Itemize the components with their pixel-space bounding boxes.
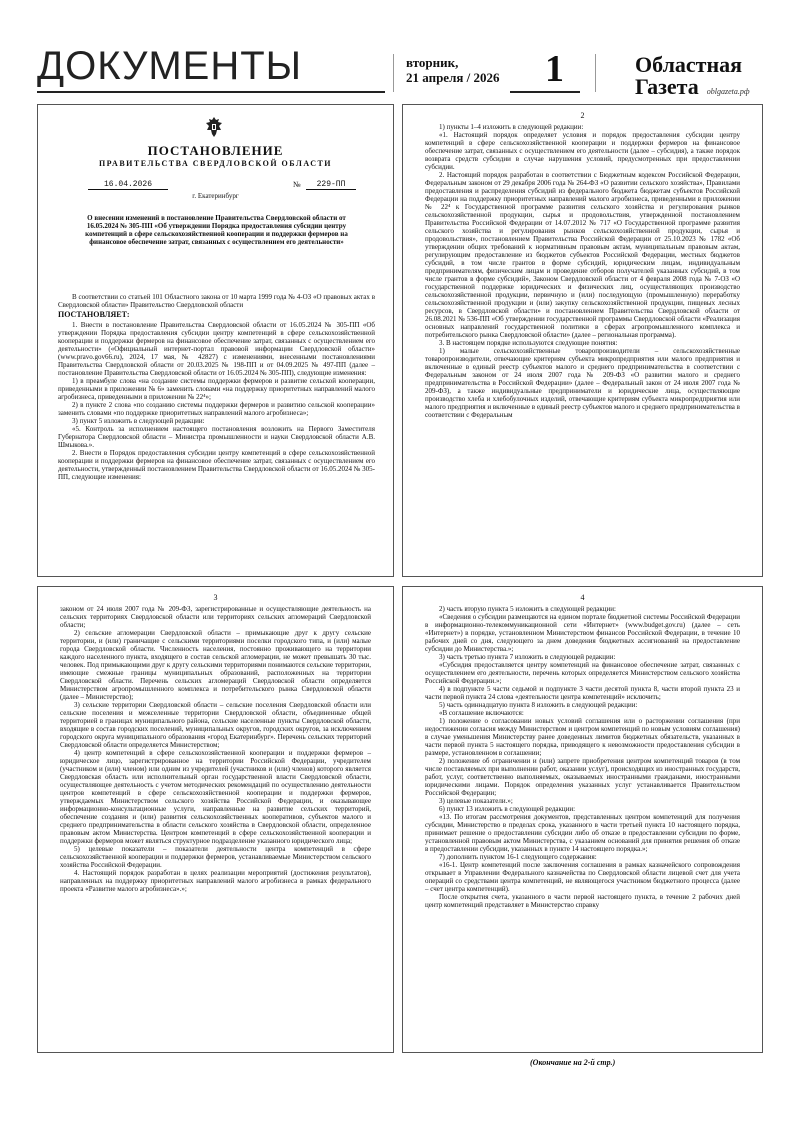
paragraph: 5) целевые показатели – показатели деятельности центра компетенций в сфере сельскохозяйственной кооперации и поддержки фермеров, устанавливаемые Министерством сельского хозяйства Российской Федерации. [60, 845, 371, 869]
document-type: ПОСТАНОВЛЕНИЕ [147, 143, 284, 158]
paragraph: «Субсидия предоставляется центру компетенций на финансовое обеспечение затрат, связанных с осуществлением его деятельности, перечень которых определяется Министерством сельского хозяйства Российской Федерации.»; [425, 661, 740, 685]
document-page-3 [37, 586, 394, 1053]
issue-date-text: 21 апреля / 2026 [406, 70, 500, 85]
document-page-4 [402, 586, 763, 1053]
document-page-2 [402, 104, 763, 577]
paragraph: «13. По итогам рассмотрения документов, представленных центром компетенций для получения субсидии, Министерство в пределах срока, указанного в части третьей пункта 10 настоящего порядка, принимает решение о предоставлении субсидии либо об отказе в предоставлении субсидии по форме, установленной правовым актом Министерства, с указанием оснований для принятия решения об отказе в предоставлении субсидии, указанных в пункте 14 настоящего порядка.»; [425, 813, 740, 853]
paragraph: После открытия счета, указанного в части первой настоящего пункта, в течение 2 рабочих дней центр компетенций представляет в Министерство справку [425, 893, 740, 909]
paragraph: 1) положение о согласовании новых условий соглашения или о расторжении соглашения (при недостижении согласия между Министерством и центром компетенций по новым условиям соглашения) в случае уменьшения Министерству ранее доведенных лимитов бюджетных обязательств, указанных в части первой пункта 5 настоящего порядка, приводящего к невозможности предоставления субсидии в размере, установленном в соглашении; [425, 717, 740, 757]
issue-weekday: вторник, [406, 55, 459, 70]
masthead-rule [37, 91, 385, 93]
paragraph: 3) сельские территории Свердловской области – сельские поселения Свердловской области или сельские поселения и межселенные территории Свердловской области, объединенные общей территорией в границах муниципального района, сельские населенные пункты Свердловской области, входящие в состав городских поселений, муниципальных округов, городских округов, за исключением городского округа муниципального образования «город Екатеринбург». Перечень сельских территорий Свердловской области определяется Министерством; [60, 701, 371, 749]
document-body [58, 293, 375, 481]
masthead-divider-2 [595, 54, 596, 92]
page-number: 2 [580, 111, 585, 120]
paragraph: 6) пункт 13 изложить в следующей редакции: [439, 805, 576, 813]
document-number: 229-ПП [306, 180, 356, 190]
issuing-authority: ПРАВИТЕЛЬСТВА СВЕРДЛОВСКОЙ ОБЛАСТИ [98, 159, 333, 168]
masthead-divider [393, 54, 394, 92]
document-number-label: № [293, 180, 301, 189]
page-number: 3 [213, 593, 218, 602]
brand-line-1: Областная [635, 52, 743, 77]
document-date: 16.04.2026 [88, 180, 168, 190]
paragraph: «16-1. Центр компетенций после заключения соглашения в рамках казначейского сопровождения открывает в Управлении Федерального казначейства по Свердловской области лицевой счет для учета операций со средствами центра компетенций, не являющегося участником бюджетного процесса (далее – счет центра компетенций). [425, 861, 740, 893]
paragraph: «1. Настоящий порядок определяет условия и порядок предоставления субсидии центру компетенций в сфере сельскохозяйственной кооперации и поддержки фермеров на финансовое обеспечение затрат, связанных с осуществлением его деятельности (далее – субсидия), а также порядок возврата средств субсидии в случае нарушения условий, предусмотренных при предоставлении субсидии. [425, 131, 740, 171]
page-number: 1 [545, 48, 564, 90]
paragraph: 1) пункты 1–4 изложить в следующей редакции: [439, 123, 584, 131]
intro-paragraph: В соответствии со статьей 101 Областного закона от 10 марта 1999 года № 4-ОЗ «О правовых актах в Свердловской области» Правительство Свердловской области [58, 293, 375, 309]
paragraph: «Сведения о субсидии размещаются на едином портале бюджетной системы Российской Федерации в информационно-телекоммуникационной сети «Интернет» (www.budget.gov.ru) (далее – сеть «Интернет») в порядке, установленном Министерством финансов Российской Федерации, в течение 10 рабочих дней со дня, следующего за днем доведения бюджетных ассигнований на предоставление субсидии до Министерства.»; [425, 613, 740, 653]
paragraph: 3) пункт 5 изложить в следующей редакции: [72, 417, 205, 425]
paragraph: 2. Внести в Порядок предоставления субсидии центру компетенций в сфере сельскохозяйственной кооперации и поддержки фермеров на финансовое обеспечение затрат, связанных с осуществлением его деятельности, утвержденный постановлением Правительства Свердловской области от 16.05.2024 № 305-ПП, следующие изменения: [58, 449, 375, 481]
continuation-note: (Окончание на 2-й стр.) [530, 1058, 616, 1067]
page-number: 4 [580, 593, 585, 602]
brand-line-2: Газета [635, 74, 699, 99]
coat-of-arms-icon [202, 115, 226, 139]
paragraph: 1) малые сельскохозяйственные товаропроизводители – сельскохозяйственные товаропроизводители, отвечающие критериям субъекта микропредприятия или малого предприятия и включенные в единый реестр субъектов малого и среднего предпринимательства в соответствии с Федеральным законом от 24 июля 2007 года № 209-ФЗ «О развитии малого и среднего предпринимательства в Российской Федерации» (далее – Федеральный закон от 24 июля 2007 года № 209-ФЗ), а также индивидуальные предприниматели и юридические лица, осуществляющие производство хлеба и хлебобулочных изделий, отвечающие критериям субъекта микропредприятия или малого предприятия и включенные в единый реестр субъектов малого и среднего предпринимательства в соответствии с Федеральным [425, 347, 740, 419]
paragraph: «В соглашение включаются: [439, 709, 524, 717]
paragraph: 3) часть третью пункта 7 изложить в следующей редакции: [439, 653, 616, 661]
newspaper-url: oblgazeta.рф [706, 87, 750, 96]
paragraph: 4. Настоящий порядок разработан в целях реализации мероприятий (достижения результатов), направленных на поддержку приоритетных направлений малого агробизнеса в рамках федерального проекта «Развитие малого агробизнеса».»; [60, 869, 371, 893]
paragraph: 5) часть одиннадцатую пункта 8 изложить в следующей редакции: [439, 701, 638, 709]
paragraph: «5. Контроль за исполнением настоящего постановления возложить на Первого Заместителя Губернатора Свердловской области – Министра промышленности и науки Свердловской области А.В. Шмыкова.». [58, 425, 375, 449]
issue-date [406, 55, 500, 85]
paragraph: 7) дополнить пунктом 16-1 следующего содержания: [439, 853, 597, 861]
document-heading: О внесении изменений в постановление Правительства Свердловской области от 16.05.2024 № 305-ПП «Об утверждении Порядка предоставления субсидии центру компетенций в сфере сельскохозяйственной кооперации и поддержки фермеров на финансовое обеспечение затрат, связанных с осуществлением его деятельности» [85, 214, 348, 246]
document-page-1 [37, 104, 394, 577]
paragraph: 2) положение об ограничении и (или) запрете приобретения центром компетенций товаров (в том числе поставляемых при выполнении работ, оказании услуг), происходящих из иностранных государств, работ, услуг, соответственно выполняемых, оказываемых иностранными гражданами, иностранными юридическими лицами. Порядок определения указанных услуг устанавливается Правительством Российской Федерации; [425, 757, 740, 797]
paragraph: 4) в подпункте 5 части седьмой и подпункте 3 части десятой пункта 8, части второй пункта 23 и части первой пункта 24 слова «деятельности центра компетенций» исключить; [425, 685, 740, 701]
paragraph: 2) сельские агломерации Свердловской области – примыкающие друг к другу сельские территории, и (или) граничащие с сельскими территориями поселки городского типа, и (или) малые города Свердловской области. Численность населения, постоянно проживающего на территории каждого населенного пункта, входящего в состав сельской агломерации, не может превышать 30 тыс. человек. Под примыкающими друг к другу сельскими территориями понимаются сельские территории, имеющие смежные границы муниципальных образований, расположенных на территории Свердловской области. Перечень сельских агломераций Свердловской области определяется Министерством агропромышленного комплекса и потребительского рынка Свердловской области (далее – Министерство); [60, 629, 371, 701]
section-title: ДОКУМЕНТЫ [37, 44, 303, 88]
paragraph: 1) в преамбуле слова «на создание системы поддержки фермеров и развитие сельской кооперации, приведенными в приложении № 6» заменить словами «на поддержку приоритетных направлений малого агробизнеса, приведенными в приложении № 22⁴»; [58, 377, 375, 401]
decree-word: ПОСТАНОВЛЯЕТ: [58, 310, 130, 319]
paragraph: 1. Внести в постановление Правительства Свердловской области от 16.05.2024 № 305-ПП «Об утверждении Порядка предоставления субсидии центру компетенций в сфере сельскохозяйственной кооперации и поддержки фермеров на финансовое обеспечение затрат, связанных с осуществлением его деятельности» («Официальный интернет-портал правовой информации Свердловской области» (www.pravo.gov66.ru), 2024, 17 мая, № 42827) с изменениями, внесенными постановлениями Правительства Свердловской области от 20.03.2025 № 198-ПП и от 04.09.2025 № 497-ПП (далее – постановление Правительства Свердловской области от 16.05.2024 № 305-ПП), следующие изменения: [58, 321, 375, 377]
paragraph: 3. В настоящем порядке используются следующие понятия: [439, 339, 618, 347]
newspaper-logo [635, 54, 750, 103]
document-city: г. Екатеринбург [192, 192, 239, 200]
paragraph: 3) целевые показатели.»; [439, 797, 513, 805]
paragraph: 2. Настоящий порядок разработан в соответствии с Бюджетным кодексом Российской Федерации, Федеральным законом от 29 декабря 2006 года № 264-ФЗ «О развитии сельского хозяйства», Правилами предоставления и распределения субсидий из федерального бюджета бюджетам субъектов Российской Федерации на поддержку приоритетных направлений малого агробизнеса, приведенными в приложении № 22⁴ к Государственной программе развития сельского хозяйства и регулирования рынков сельскохозяйственной продукции, сырья и продовольствия, утвержденной постановлением Правительства Российской Федерации от 14.07.2012 № 717 «О Государственной программе развития сельского хозяйства и регулирования рынков сельскохозяйственной продукции, сырья и продовольствия», постановлением Правительства Российской Федерации от 25.10.2023 № 1782 «Об утверждении общих требований к нормативным правовым актам, муниципальным правовым актам, регулирующим предоставление из бюджетов субъектов Российской Федерации, местных бюджетов субсидий, в том числе грантов в форме субсидий, юридическим лицам, индивидуальным предпринимателям, физическим лицам и проведение отборов получателей указанных субсидий, в том числе грантов в форме субсидий», Законом Свердловской области от 4 февраля 2008 года № 7-ОЗ «О государственной поддержке юридических и физических лиц, осуществляющих производство сельскохозяйственной продукции, первичную и (или) последующую (промышленную) переработку сельскохозяйственной продукции и (или) закупку сельскохозяйственной продукции, пищевых лесных ресурсов, в Свердловской области» и постановлением Правительства Свердловской области от 26.08.2021 № 536-ПП «Об утверждении государственной программы Свердловской области «Реализация основных направлений государственной политики в сферах агропромышленного комплекса и потребительского рынка Свердловской области» (далее – региональная программа). [425, 171, 740, 339]
date-rule [510, 91, 580, 93]
paragraph: законом от 24 июля 2007 года № 209-ФЗ, зарегистрированные и осуществляющие деятельность на сельских территориях Свердловской области или территориях сельских агломераций Свердловской области; [60, 605, 371, 629]
paragraph: 4) центр компетенций в сфере сельскохозяйственной кооперации и поддержки фермеров – юридическое лицо, зарегистрированное на территории Российской Федерации, учредителем (участником и (или) членом) или одним из учредителей (участников и (или) членов) которого является Свердловская область или исполнительный орган государственной власти Свердловской области, осуществляющее деятельность с учетом методических рекомендаций по осуществлению деятельности центров компетенций в сфере сельскохозяйственной кооперации и поддержки фермеров, утверждаемых Министерством сельского хозяйства Российской Федерации, и оказывающее информационно-консультационные услуги, направленные на развитие сельских территорий, обеспечение создания и (или) развития сельскохозяйственных кооперативов, субъектов малого и среднего предпринимательства в области сельского хозяйства в Свердловской области, определенное правовым актом Министерства. Центром компетенций в сфере сельскохозяйственной кооперации и поддержки фермеров может являться структурное подразделение указанного юридического лица; [60, 749, 371, 845]
paragraph: 2) в пункте 2 слова «по созданию системы поддержки фермеров и развитию сельской кооперации» заменить словами «по поддержке приоритетных направлений малого агробизнеса»; [58, 401, 375, 417]
paragraph: 2) часть вторую пункта 5 изложить в следующей редакции: [439, 605, 616, 613]
